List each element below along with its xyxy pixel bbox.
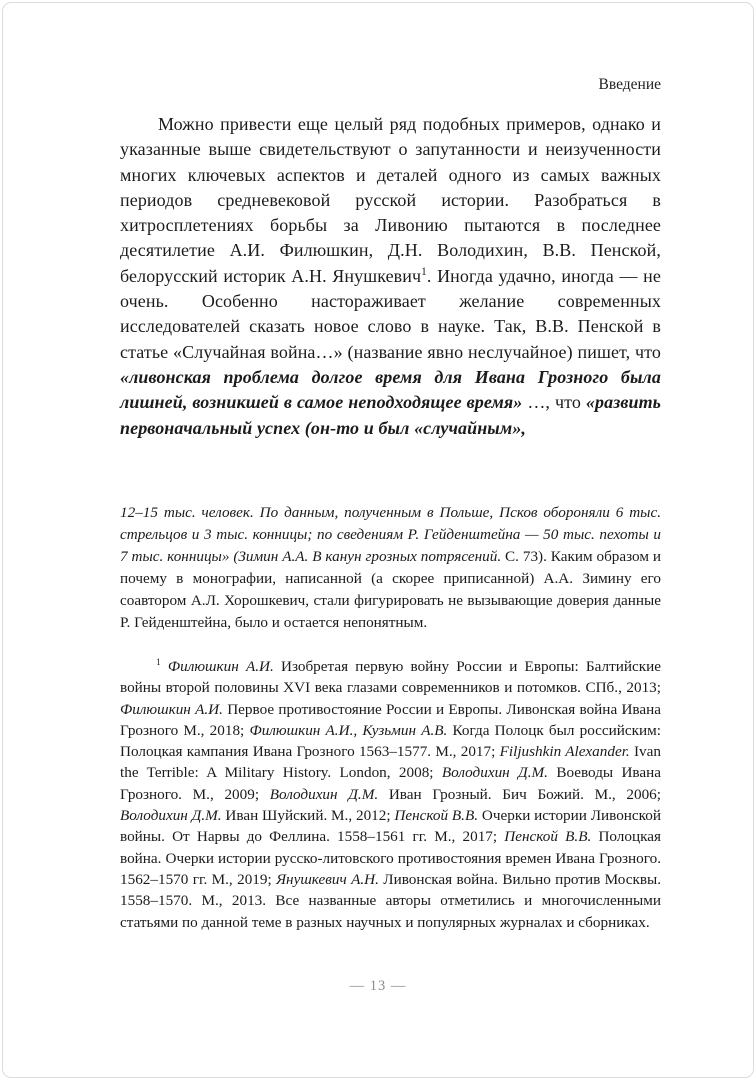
text-segment: Ivan the Terrible: A Military History. London, 2008; [120,743,661,782]
footnote-marker-1: 1 [156,657,161,668]
text-segment: . Иногда удачно, иногда — не очень. Особенно настораживает желание современных исследователей сказать новое слово в науке. Так, В.В. Пенской в статье «Случайная война…» (название явно неслучайное) пишет, что [120,265,661,362]
text-segment: Когда Полоцк был российским: Полоцкая кампания Ивана Грозного 1563–1577. М., 2017; [120,721,661,761]
text-segment: Можно привести еще целый ряд подобных примеров, однако и указанные выше свидетельствуют о запутанности и неизученности многих ключевых аспектов и деталей одного из самых важных периодов средневековой русской истории. Разобраться в хитросплетениях борьбы за Ливонию пытаются в последнее десятилетие А.И. Филюшкин, Д.Н. Володихин, В.В. Пенской, белорусский историк А.Н. Янушкевич [120,114,661,286]
text-segment: Иван Шуйский. М., 2012; [221,807,395,825]
footnote-continuation [120,502,661,634]
main-paragraph [120,112,661,441]
text-segment: Очерки истории Ливонской войны. От Нарвы до Феллина. 1558–1561 гг. М., 2017; [120,807,662,846]
text-segment: Первое противостояние России и Европы. Ливонская война Ивана Грозного М., 2018; [120,700,661,739]
footnote-reference-1: 1 [421,265,427,278]
footnote-quote: 12–15 тыс. человек. По данным, полученным в Польше, Псков обороняли 6 тыс. стрельцов и 3 тыс. конницы; по сведениям Р. Гейденштейна — 50 тыс. пехоты и 7 тыс. конницы» (Зимин А.А. В канун грозных потрясений. [120,504,661,565]
author-name: Филюшкин А.И. [160,658,274,675]
text-segment: Воеводы Ивана Грозного. М., 2009; [120,764,662,803]
text-segment: Иван Грозный. Бич Божий. М., 2006; [378,785,661,803]
quoted-emphasis: «развить первоначальный успех (он-то и был «случайным», [120,392,661,438]
text-segment: …, что [522,392,586,413]
text-segment: Изобретая первую войну России и Европы: Балтийские войны второй половины XVI века глазами современников и потомков. СПб., 2013; [120,658,661,697]
author-name: Пенской В.В. [504,828,592,846]
footnote-1 [120,656,661,933]
author-name: Янушкевич А.Н. [276,870,379,888]
text-segment: Полоцкая война. Очерки истории русско-литовского противостояния времен Ивана Грозного. 1562–1570 гг. М., 2019; [120,828,661,888]
author-name: Володихин Д.М. [120,807,222,825]
author-name: Володихин Д.М. [441,764,548,782]
page-number: — 13 — [349,978,407,994]
text-segment: Ливонская война. Вильно против Москвы. 1558–1570. М., 2013. Все названные авторы отметились и многочисленными статьями по данной теме в разных научных и популярных журналах и сборниках. [120,870,662,931]
author-name: Filjushkin Alexander. [499,743,630,761]
text-segment: С. 73). Каким образом и почему в монографии, написанной (а скорее приписанной) А.А. Зимину его соавтором А.Л. Хорошкевич, стали фигурировать не вызывающие доверия данные Р. Гейденштейна, было и остается непонятным. [120,548,661,631]
author-name: Пенской В.В. [394,807,479,825]
author-name: Володихин Д.М. [269,785,379,803]
running-head: Введение [598,76,661,93]
author-name: Филюшкин А.И., Кузьмин А.В. [249,721,448,739]
quoted-emphasis: «ливонская проблема долгое время для Ивана Грозного была лишней, возникшей в самое неподходящее время» [120,366,661,413]
author-name: Филюшкин А.И. [120,700,223,718]
